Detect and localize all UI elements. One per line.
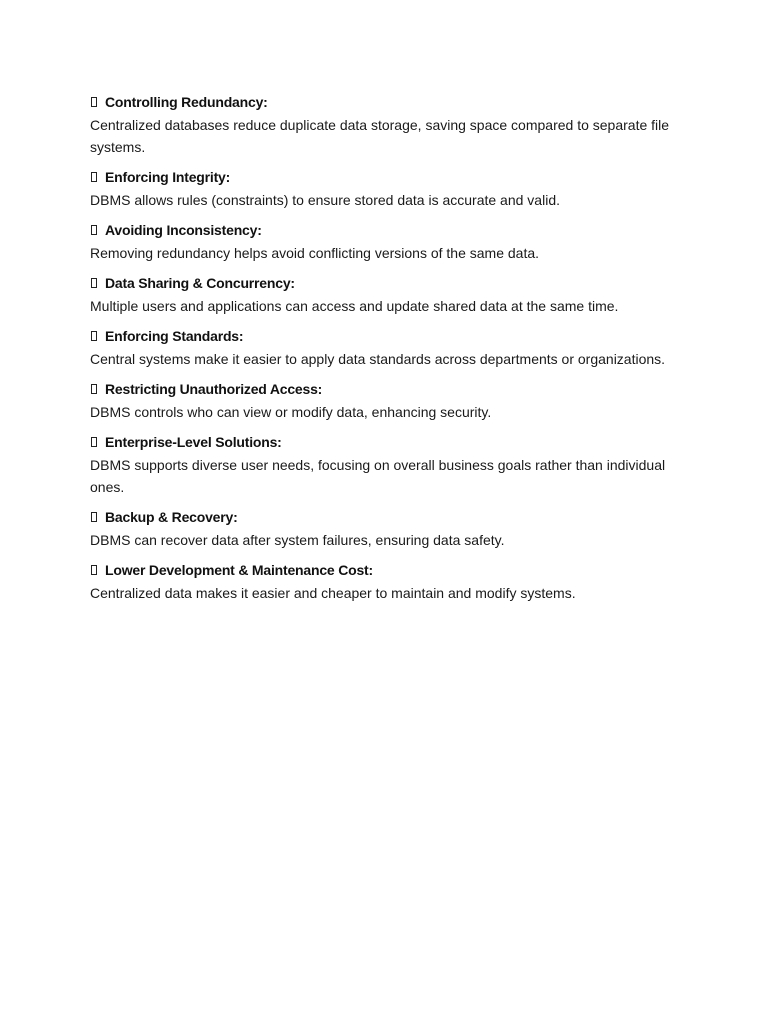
list-item (90, 379, 680, 423)
missing-glyph-icon (91, 172, 97, 182)
missing-glyph-icon (91, 512, 97, 522)
list-item (90, 167, 680, 211)
item-title: Backup & Recovery: (105, 509, 238, 525)
item-description: DBMS can recover data after system failures, ensuring data safety. (90, 532, 505, 548)
item-description: DBMS supports diverse user needs, focusing on overall business goals rather than individual ones. (90, 457, 666, 495)
missing-glyph-icon (91, 565, 97, 575)
item-title: Controlling Redundancy: (105, 94, 268, 110)
list-item (90, 507, 680, 551)
item-title: Avoiding Inconsistency: (105, 222, 262, 238)
item-heading (90, 273, 680, 293)
item-description: DBMS allows rules (constraints) to ensure stored data is accurate and valid. (90, 192, 560, 208)
item-heading (90, 92, 680, 112)
missing-glyph-icon (91, 384, 97, 394)
item-description: Removing redundancy helps avoid conflicting versions of the same data. (90, 245, 540, 261)
list-item (90, 92, 680, 158)
item-heading (90, 220, 680, 240)
item-title: Data Sharing & Concurrency: (105, 275, 295, 291)
item-title: Enterprise-Level Solutions: (105, 434, 282, 450)
item-description: Multiple users and applications can access and update shared data at the same time. (90, 298, 619, 314)
document-body (90, 92, 680, 613)
missing-glyph-icon (91, 437, 97, 447)
item-title: Enforcing Integrity: (105, 169, 231, 185)
item-heading (90, 507, 680, 527)
list-item (90, 560, 680, 604)
list-item (90, 220, 680, 264)
item-heading (90, 167, 680, 187)
item-heading (90, 432, 680, 452)
item-description: Centralized databases reduce duplicate data storage, saving space compared to separate file systems. (90, 117, 670, 155)
item-heading (90, 326, 680, 346)
item-description: DBMS controls who can view or modify data, enhancing security. (90, 404, 492, 420)
missing-glyph-icon (91, 97, 97, 107)
item-description: Central systems make it easier to apply data standards across departments or organizations. (90, 351, 666, 367)
item-title: Restricting Unauthorized Access: (105, 381, 323, 397)
item-heading (90, 560, 680, 580)
item-heading (90, 379, 680, 399)
list-item (90, 273, 680, 317)
list-item (90, 326, 680, 370)
list-item (90, 432, 680, 498)
missing-glyph-icon (91, 331, 97, 341)
missing-glyph-icon (91, 278, 97, 288)
item-description: Centralized data makes it easier and cheaper to maintain and modify systems. (90, 585, 576, 601)
item-title: Lower Development & Maintenance Cost: (105, 562, 373, 578)
item-title: Enforcing Standards: (105, 328, 244, 344)
missing-glyph-icon (91, 225, 97, 235)
